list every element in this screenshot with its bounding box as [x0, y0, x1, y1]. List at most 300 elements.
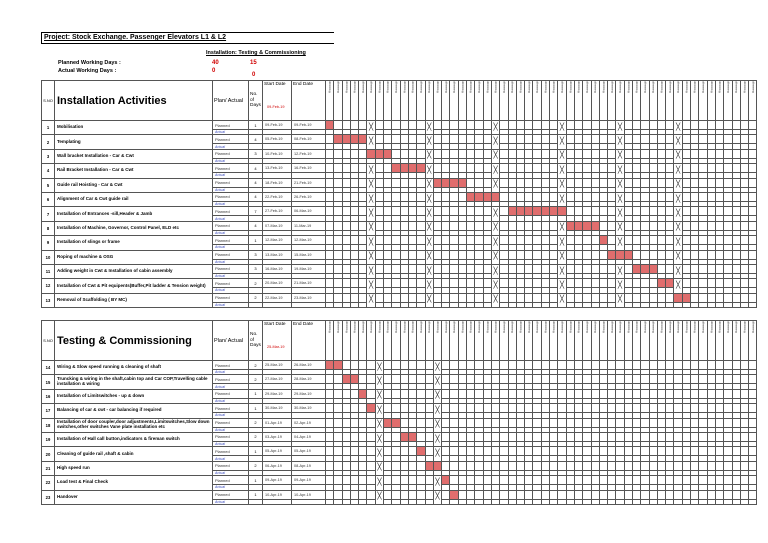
- gantt-cell: [450, 375, 458, 384]
- gantt-cell: [533, 361, 541, 370]
- gantt-bar-cell: [583, 221, 591, 230]
- gantt-cell: [599, 476, 607, 485]
- task-row-planned: [42, 135, 757, 144]
- gantt-cell: [715, 135, 723, 144]
- gantt-cell: [483, 389, 491, 398]
- gantt-cell: [624, 447, 632, 456]
- gantt-cell: [641, 178, 649, 187]
- gantt-cell: [715, 192, 723, 201]
- gantt-cell: [384, 236, 392, 245]
- gantt-cell: [359, 404, 367, 413]
- task-sno: 17: [42, 404, 55, 418]
- gantt-cell: [632, 499, 640, 504]
- planned-label: Planned: [213, 221, 249, 230]
- gantt-cell: [400, 121, 408, 130]
- gantt-bar-cell: [475, 192, 483, 201]
- installation-activities-table: [41, 80, 757, 308]
- task-row-planned: [42, 178, 757, 187]
- gantt-cell: [425, 490, 433, 499]
- gantt-cell: [408, 207, 416, 216]
- gantt-cell: [483, 461, 491, 470]
- gantt-cell: [632, 236, 640, 245]
- gantt-cell: [691, 250, 699, 259]
- gantt-cell: [749, 149, 757, 158]
- gantt-cell: [342, 149, 350, 158]
- gantt-cell: [508, 192, 516, 201]
- gantt-bar-cell: [649, 264, 657, 273]
- gantt-cell: [475, 389, 483, 398]
- date-column-header: dd-mmm-yy: [500, 321, 508, 361]
- gantt-cell: [516, 461, 524, 470]
- gantt-cell: [541, 121, 549, 130]
- gantt-cell: [641, 432, 649, 441]
- gantt-cell: [483, 293, 491, 302]
- gantt-cell: [707, 361, 715, 370]
- gantt-cell: [475, 499, 483, 504]
- gantt-cell: [392, 279, 400, 288]
- gantt-cell: [632, 404, 640, 413]
- task-sno: 14: [42, 361, 55, 375]
- gantt-cell: [408, 476, 416, 485]
- gantt-cell: [566, 404, 574, 413]
- gantt-cell: [724, 279, 732, 288]
- date-column-header: dd-mmm-yy: [491, 321, 499, 361]
- gantt-cell: [699, 302, 707, 307]
- gantt-cell: [666, 164, 674, 173]
- date-column-header: dd-mmm-yy: [500, 81, 508, 121]
- gantt-cell: [334, 164, 342, 173]
- gantt-cell: [649, 149, 657, 158]
- gantt-bar-cell: [550, 207, 558, 216]
- task-name: Mobilisation: [55, 121, 213, 135]
- gantt-cell: [458, 279, 466, 288]
- gantt-cell: [699, 164, 707, 173]
- gantt-cell: [500, 264, 508, 273]
- gantt-cell: [483, 149, 491, 158]
- task-name: Alignment of Car & Cwt guide rail: [55, 192, 213, 206]
- date-column-header: dd-mmm-yy: [566, 321, 574, 361]
- gantt-cell: [450, 404, 458, 413]
- gantt-cell: [417, 149, 425, 158]
- gantt-cell: [749, 192, 757, 201]
- gantt-cell: [550, 302, 558, 307]
- gantt-cell: [707, 447, 715, 456]
- gantt-cell: [533, 461, 541, 470]
- gantt-cell: [350, 361, 358, 370]
- task-sno: 2: [42, 135, 55, 149]
- gantt-cell: [691, 221, 699, 230]
- gantt-cell: [375, 236, 383, 245]
- task-sno: 22: [42, 476, 55, 490]
- gantt-cell: [624, 121, 632, 130]
- date-column-header: dd-mmm-yy: [657, 321, 665, 361]
- gantt-cell: [566, 250, 574, 259]
- gantt-cell: [384, 293, 392, 302]
- gantt-cell: [433, 250, 441, 259]
- gantt-cell: [599, 432, 607, 441]
- gantt-cell: [583, 490, 591, 499]
- gantt-cell: [574, 279, 582, 288]
- gantt-cell: [350, 192, 358, 201]
- gantt-cell: [732, 461, 740, 470]
- gantt-cell: [740, 389, 748, 398]
- gantt-cell: [475, 490, 483, 499]
- holiday-mark: ╳: [367, 207, 375, 221]
- gantt-cell: [375, 192, 383, 201]
- planned-label: Planned: [213, 476, 249, 485]
- gantt-cell: [350, 279, 358, 288]
- actual-label: Actual: [213, 216, 249, 221]
- gantt-cell: [359, 121, 367, 130]
- gantt-cell: [458, 149, 466, 158]
- gantt-cell: [674, 418, 682, 427]
- gantt-cell: [541, 461, 549, 470]
- gantt-cell: [649, 418, 657, 427]
- gantt-cell: [392, 121, 400, 130]
- gantt-cell: [326, 178, 334, 187]
- gantt-cell: [599, 361, 607, 370]
- date-column-header: dd-mmm-yy: [641, 321, 649, 361]
- gantt-cell: [508, 447, 516, 456]
- gantt-cell: [500, 178, 508, 187]
- task-name: Rail Bracket Installation - Car & Cwt: [55, 164, 213, 178]
- date-column-header: dd-mmm-yy: [749, 81, 757, 121]
- date-column-header: dd-mmm-yy: [483, 321, 491, 361]
- gantt-cell: [599, 404, 607, 413]
- gantt-cell: [516, 121, 524, 130]
- gantt-cell: [566, 264, 574, 273]
- gantt-cell: [649, 404, 657, 413]
- date-column-header: dd-mmm-yy: [749, 321, 757, 361]
- gantt-cell: [525, 490, 533, 499]
- gantt-cell: [458, 447, 466, 456]
- date-column-header: dd-mmm-yy: [566, 81, 574, 121]
- gantt-cell: [467, 361, 475, 370]
- gantt-cell: [574, 302, 582, 307]
- gantt-cell: [475, 432, 483, 441]
- gantt-cell: [641, 302, 649, 307]
- gantt-cell: [384, 135, 392, 144]
- task-days: 4: [249, 192, 263, 201]
- gantt-cell: [334, 490, 342, 499]
- date-column-header: dd-mmm-yy: [392, 81, 400, 121]
- gantt-cell: [707, 499, 715, 504]
- gantt-cell: [433, 135, 441, 144]
- gantt-cell: [599, 302, 607, 307]
- gantt-cell: [550, 236, 558, 245]
- section-title: Testing & Commissioning: [55, 321, 213, 361]
- gantt-cell: [350, 302, 358, 307]
- gantt-cell: [450, 476, 458, 485]
- task-row-planned: [42, 490, 757, 499]
- gantt-cell: [699, 264, 707, 273]
- gantt-cell: [417, 461, 425, 470]
- holiday-mark: ╳: [491, 293, 499, 307]
- task-end-date: 21-Mar-19: [292, 279, 326, 288]
- gantt-cell: [624, 461, 632, 470]
- gantt-cell: [641, 149, 649, 158]
- task-start-date: 10-Feb-19: [263, 149, 292, 158]
- gantt-cell: [392, 264, 400, 273]
- gantt-cell: [384, 121, 392, 130]
- gantt-cell: [483, 221, 491, 230]
- gantt-cell: [707, 302, 715, 307]
- task-end-date: 29-Mar-19: [292, 389, 326, 398]
- gantt-cell: [632, 279, 640, 288]
- gantt-cell: [657, 404, 665, 413]
- gantt-cell: [591, 476, 599, 485]
- gantt-bar-cell: [566, 221, 574, 230]
- gantt-bar-cell: [350, 135, 358, 144]
- date-column-header: dd-mmm-yy: [541, 81, 549, 121]
- gantt-cell: [715, 149, 723, 158]
- date-column-header: dd-mmm-yy: [483, 81, 491, 121]
- holiday-mark: ╳: [674, 236, 682, 250]
- gantt-cell: [350, 490, 358, 499]
- gantt-cell: [392, 499, 400, 504]
- date-column-header: dd-mmm-yy: [624, 321, 632, 361]
- task-days: 1: [249, 389, 263, 398]
- gantt-cell: [732, 250, 740, 259]
- gantt-cell: [533, 250, 541, 259]
- gantt-bar-cell: [516, 207, 524, 216]
- gantt-bar-cell: [491, 192, 499, 201]
- gantt-cell: [691, 236, 699, 245]
- gantt-cell: [342, 447, 350, 456]
- holiday-mark: ╳: [616, 236, 624, 250]
- gantt-cell: [682, 418, 690, 427]
- end-date-header: End Date: [292, 321, 326, 361]
- gantt-cell: [375, 302, 383, 307]
- gantt-cell: [500, 404, 508, 413]
- gantt-cell: [475, 461, 483, 470]
- gantt-cell: [450, 293, 458, 302]
- gantt-cell: [583, 361, 591, 370]
- gantt-cell: [682, 476, 690, 485]
- gantt-cell: [467, 418, 475, 427]
- date-column-header: dd-mmm-yy: [442, 81, 450, 121]
- task-sno: 1: [42, 121, 55, 135]
- planned-label: Planned: [213, 293, 249, 302]
- gantt-cell: [608, 447, 616, 456]
- gantt-cell: [425, 404, 433, 413]
- holiday-mark: ╳: [558, 293, 566, 307]
- task-name: Wiring & Slow speed running & cleaning of shaft: [55, 361, 213, 375]
- gantt-cell: [591, 236, 599, 245]
- holiday-mark: ╳: [558, 121, 566, 135]
- gantt-cell: [624, 293, 632, 302]
- task-name: Handover: [55, 490, 213, 504]
- gantt-cell: [417, 135, 425, 144]
- gantt-cell: [392, 461, 400, 470]
- holiday-mark: ╳: [491, 135, 499, 149]
- gantt-cell: [740, 432, 748, 441]
- gantt-cell: [483, 279, 491, 288]
- gantt-cell: [608, 221, 616, 230]
- gantt-bar-cell: [359, 389, 367, 398]
- actual-start: [263, 499, 292, 504]
- gantt-cell: [450, 389, 458, 398]
- gantt-cell: [732, 236, 740, 245]
- task-sno: 12: [42, 279, 55, 293]
- gantt-cell: [550, 164, 558, 173]
- gantt-cell: [491, 447, 499, 456]
- gantt-cell: [657, 192, 665, 201]
- gantt-cell: [525, 250, 533, 259]
- gantt-cell: [740, 192, 748, 201]
- gantt-cell: [450, 236, 458, 245]
- gantt-cell: [508, 121, 516, 130]
- gantt-cell: [691, 499, 699, 504]
- date-column-header: dd-mmm-yy: [508, 81, 516, 121]
- date-column-header: dd-mmm-yy: [491, 81, 499, 121]
- gantt-cell: [384, 461, 392, 470]
- holiday-mark: ╳: [425, 279, 433, 293]
- sno-header: S.NO: [42, 81, 55, 121]
- gantt-cell: [475, 207, 483, 216]
- gantt-cell: [458, 192, 466, 201]
- gantt-cell: [624, 361, 632, 370]
- gantt-cell: [425, 476, 433, 485]
- actual-days: [249, 302, 263, 307]
- gantt-cell: [674, 490, 682, 499]
- gantt-cell: [458, 121, 466, 130]
- gantt-cell: [707, 221, 715, 230]
- gantt-cell: [649, 447, 657, 456]
- gantt-cell: [740, 121, 748, 130]
- planned-label: Planned: [213, 192, 249, 201]
- planned-days-label: Planned Working Days :: [58, 60, 121, 66]
- gantt-cell: [624, 404, 632, 413]
- gantt-cell: [475, 149, 483, 158]
- gantt-cell: [740, 236, 748, 245]
- gantt-cell: [691, 164, 699, 173]
- holiday-mark: ╳: [616, 207, 624, 221]
- gantt-cell: [384, 447, 392, 456]
- date-column-header: dd-mmm-yy: [533, 321, 541, 361]
- gantt-cell: [400, 293, 408, 302]
- gantt-cell: [641, 361, 649, 370]
- gantt-cell: [384, 361, 392, 370]
- gantt-cell: [550, 447, 558, 456]
- holiday-mark: ╳: [375, 476, 383, 490]
- gantt-cell: [666, 149, 674, 158]
- gantt-cell: [657, 121, 665, 130]
- actual-label: Actual: [213, 370, 249, 375]
- gantt-cell: [350, 404, 358, 413]
- gantt-cell: [574, 121, 582, 130]
- gantt-cell: [491, 461, 499, 470]
- gantt-cell: [442, 447, 450, 456]
- gantt-cell: [707, 178, 715, 187]
- gantt-cell: [740, 375, 748, 384]
- gantt-cell: [508, 302, 516, 307]
- date-column-header: dd-mmm-yy: [699, 81, 707, 121]
- gantt-cell: [359, 236, 367, 245]
- gantt-cell: [583, 279, 591, 288]
- gantt-cell: [740, 178, 748, 187]
- gantt-bar-cell: [657, 279, 665, 288]
- holiday-mark: ╳: [616, 293, 624, 307]
- gantt-cell: [566, 207, 574, 216]
- gantt-cell: [541, 432, 549, 441]
- task-sno: 16: [42, 389, 55, 403]
- gantt-cell: [425, 432, 433, 441]
- gantt-cell: [326, 375, 334, 384]
- gantt-cell: [740, 149, 748, 158]
- task-days: 2: [249, 375, 263, 384]
- gantt-cell: [417, 361, 425, 370]
- date-column-header: dd-mmm-yy: [508, 321, 516, 361]
- gantt-cell: [408, 490, 416, 499]
- gantt-bar-cell: [450, 490, 458, 499]
- gantt-cell: [525, 221, 533, 230]
- gantt-cell: [583, 476, 591, 485]
- gantt-cell: [657, 178, 665, 187]
- actual-start: [263, 302, 292, 307]
- gantt-cell: [749, 164, 757, 173]
- task-sno: 4: [42, 164, 55, 178]
- gantt-cell: [608, 264, 616, 273]
- gantt-cell: [508, 135, 516, 144]
- gantt-cell: [649, 361, 657, 370]
- holiday-mark: ╳: [375, 447, 383, 461]
- holiday-mark: ╳: [375, 418, 383, 432]
- date-column-header: dd-mmm-yy: [350, 81, 358, 121]
- gantt-cell: [408, 250, 416, 259]
- date-column-header: dd-mmm-yy: [591, 321, 599, 361]
- gantt-cell: [715, 418, 723, 427]
- gantt-cell: [483, 432, 491, 441]
- gantt-cell: [326, 164, 334, 173]
- gantt-cell: [417, 375, 425, 384]
- gantt-cell: [641, 404, 649, 413]
- gantt-cell: [649, 499, 657, 504]
- gantt-cell: [508, 404, 516, 413]
- gantt-cell: [608, 149, 616, 158]
- gantt-cell: [724, 418, 732, 427]
- actual-end: [292, 499, 326, 504]
- gantt-cell: [715, 250, 723, 259]
- gantt-cell: [384, 250, 392, 259]
- gantt-cell: [632, 361, 640, 370]
- gantt-cell: [334, 389, 342, 398]
- holiday-mark: ╳: [367, 293, 375, 307]
- gantt-cell: [724, 293, 732, 302]
- gantt-cell: [400, 149, 408, 158]
- gantt-cell: [740, 279, 748, 288]
- gantt-cell: [442, 135, 450, 144]
- gantt-cell: [657, 490, 665, 499]
- task-name: Load test & Final Check: [55, 476, 213, 490]
- gantt-cell: [508, 293, 516, 302]
- gantt-cell: [641, 499, 649, 504]
- task-start-date: 22-Feb-19: [263, 192, 292, 201]
- gantt-cell: [450, 149, 458, 158]
- gantt-cell: [649, 164, 657, 173]
- gantt-cell: [516, 361, 524, 370]
- gantt-cell: [608, 302, 616, 307]
- gantt-cell: [583, 178, 591, 187]
- gantt-cell: [525, 361, 533, 370]
- gantt-cell: [674, 375, 682, 384]
- gantt-cell: [632, 476, 640, 485]
- gantt-cell: [649, 389, 657, 398]
- gantt-cell: [707, 164, 715, 173]
- gantt-cell: [516, 389, 524, 398]
- gantt-cell: [740, 461, 748, 470]
- gantt-cell: [392, 293, 400, 302]
